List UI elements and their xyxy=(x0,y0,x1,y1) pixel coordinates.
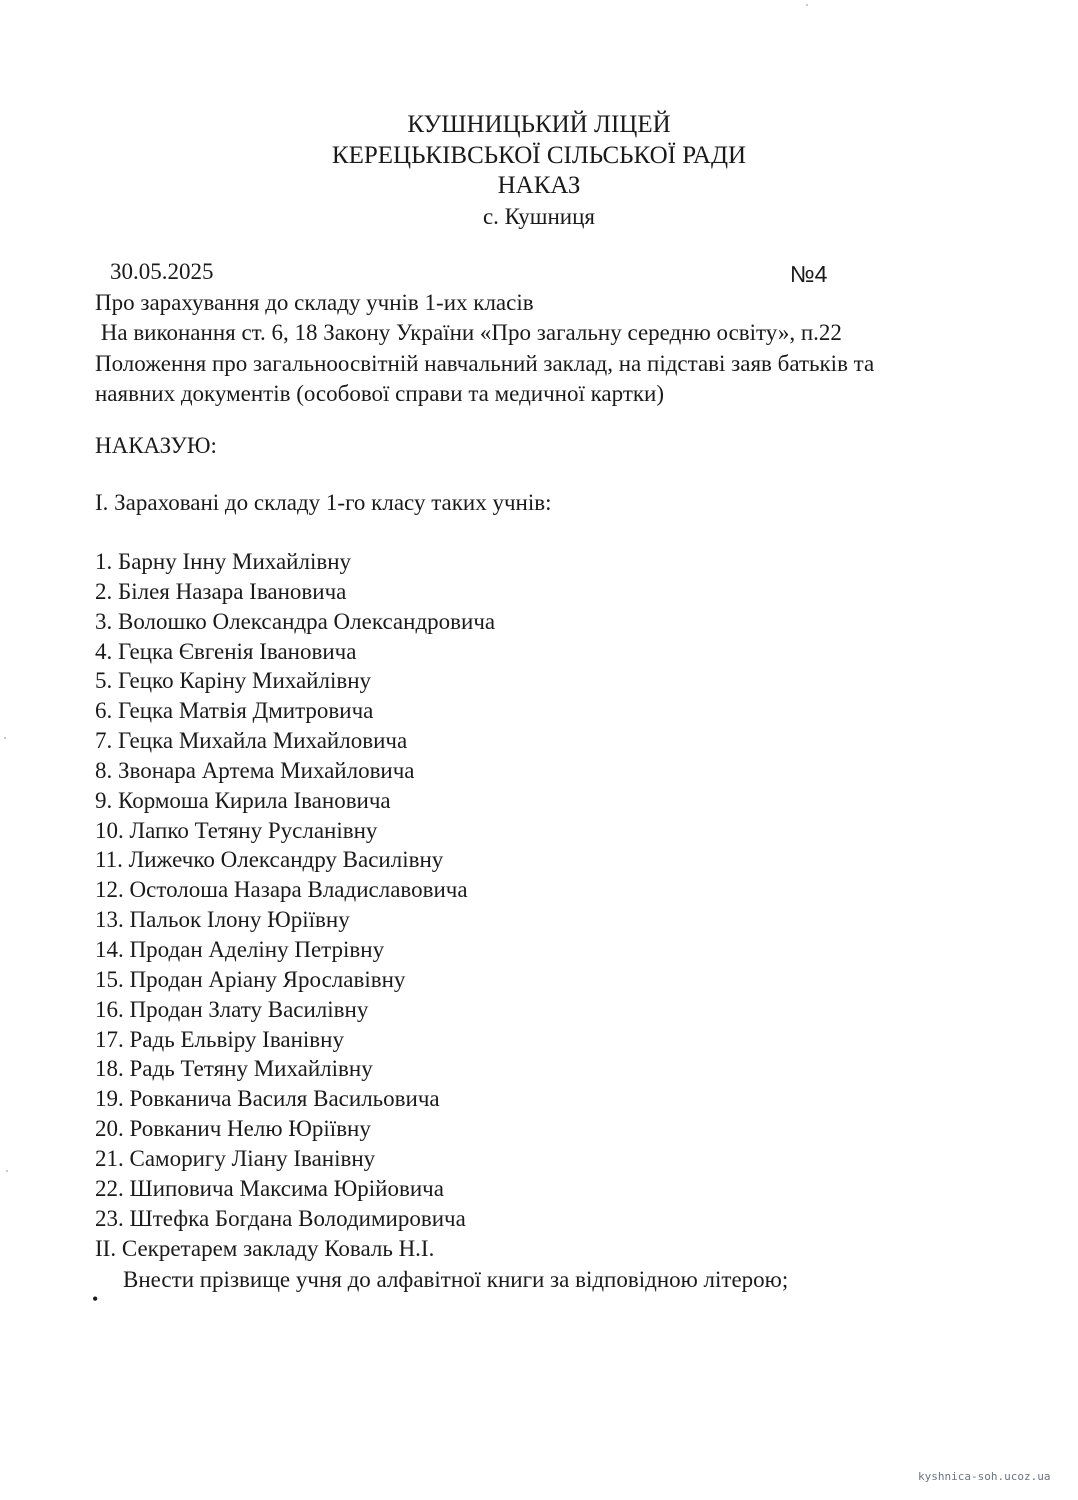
order-word: НАКАЗУЮ: xyxy=(95,433,217,458)
student-item: 12. Остолоша Назара Владиславовича xyxy=(95,877,468,903)
document-place: с. Кушниця xyxy=(482,204,596,229)
school-name: КУШНИЦЬКИЙ ЛІЦЕЙ xyxy=(407,111,671,138)
student-item: 8. Звонара Артема Михайловича xyxy=(95,757,415,783)
student-item: 11. Лижечко Олександру Василівну xyxy=(95,847,444,873)
student-item: 7. Гецка Михайла Михайловича xyxy=(95,728,408,754)
order-subject: Про зарахування до складу учнів 1-их класів xyxy=(95,290,534,315)
preamble-line-3: наявних документів (особової справи та медичної картки) xyxy=(95,381,665,406)
bullet-icon: • xyxy=(92,1289,99,1309)
student-item: 10. Лапко Тетяну Русланівну xyxy=(95,817,378,843)
student-item: 2. Білея Назара Івановича xyxy=(95,578,347,604)
section-2-title: ІІ. Секретарем закладу Коваль Н.І. xyxy=(95,1236,435,1261)
student-item: 22. Шиповича Максима Юрійовича xyxy=(95,1175,444,1201)
student-item: 3. Волошко Олександра Олександровича xyxy=(95,608,496,634)
student-item: 6. Гецка Матвія Дмитровича xyxy=(95,698,374,724)
student-item: 1. Барну Інну Михайлівну xyxy=(95,549,352,574)
student-item: 4. Гецка Євгенія Івановича xyxy=(95,638,357,664)
student-item: 18. Радь Тетяну Михайлівну xyxy=(95,1056,373,1082)
student-item: 21. Саморигу Ліану Іванівну xyxy=(95,1145,376,1171)
preamble-line-2: Положення про загальноосвітній навчальний заклад, на підставі заяв батьків та xyxy=(95,351,875,376)
student-item: 16. Продан Злату Василівну xyxy=(95,996,369,1022)
council-name: КЕРЕЦЬКІВСЬКОЇ СІЛЬСЬКОЇ РАДИ xyxy=(331,142,747,169)
preamble-line-1: На виконання ст. 6, 18 Закону України «Про загальну середню освіту», п.22 xyxy=(95,320,842,345)
student-item: 13. Пальок Ілону Юріївну xyxy=(95,907,350,933)
student-item: 20. Ровканич Нелю Юріївну xyxy=(95,1116,371,1142)
student-item: 5. Гецко Каріну Михайлівну xyxy=(95,668,372,694)
student-item: 9. Кормоша Кирила Івановича xyxy=(95,787,391,813)
student-item: 15. Продан Аріану Ярославівну xyxy=(95,966,406,992)
student-item: 23. Штефка Богдана Володимировича xyxy=(95,1205,466,1231)
student-item: 17. Радь Ельвіру Іванівну xyxy=(95,1026,344,1052)
document-date: 30.05.2025 xyxy=(110,259,214,284)
site-watermark: kyshnica-soh.ucoz.ua xyxy=(918,1470,1051,1483)
document-type: НАКАЗ xyxy=(497,172,581,199)
section-1-title: І. Зараховані до складу 1-го класу таких учнів: xyxy=(95,490,552,515)
student-list xyxy=(95,547,495,1233)
student-item: 14. Продан Аделіну Петрівну xyxy=(95,936,385,962)
scan-speck xyxy=(806,4,808,6)
student-item: 19. Ровканича Василя Васильовича xyxy=(95,1086,440,1112)
section-2-bullet-text: Внести прізвище учня до алфавітної книги за відповідною літерою; xyxy=(123,1267,789,1292)
scan-speck xyxy=(4,737,6,739)
scan-speck xyxy=(6,1170,8,1172)
document-number: №4 xyxy=(790,261,828,287)
